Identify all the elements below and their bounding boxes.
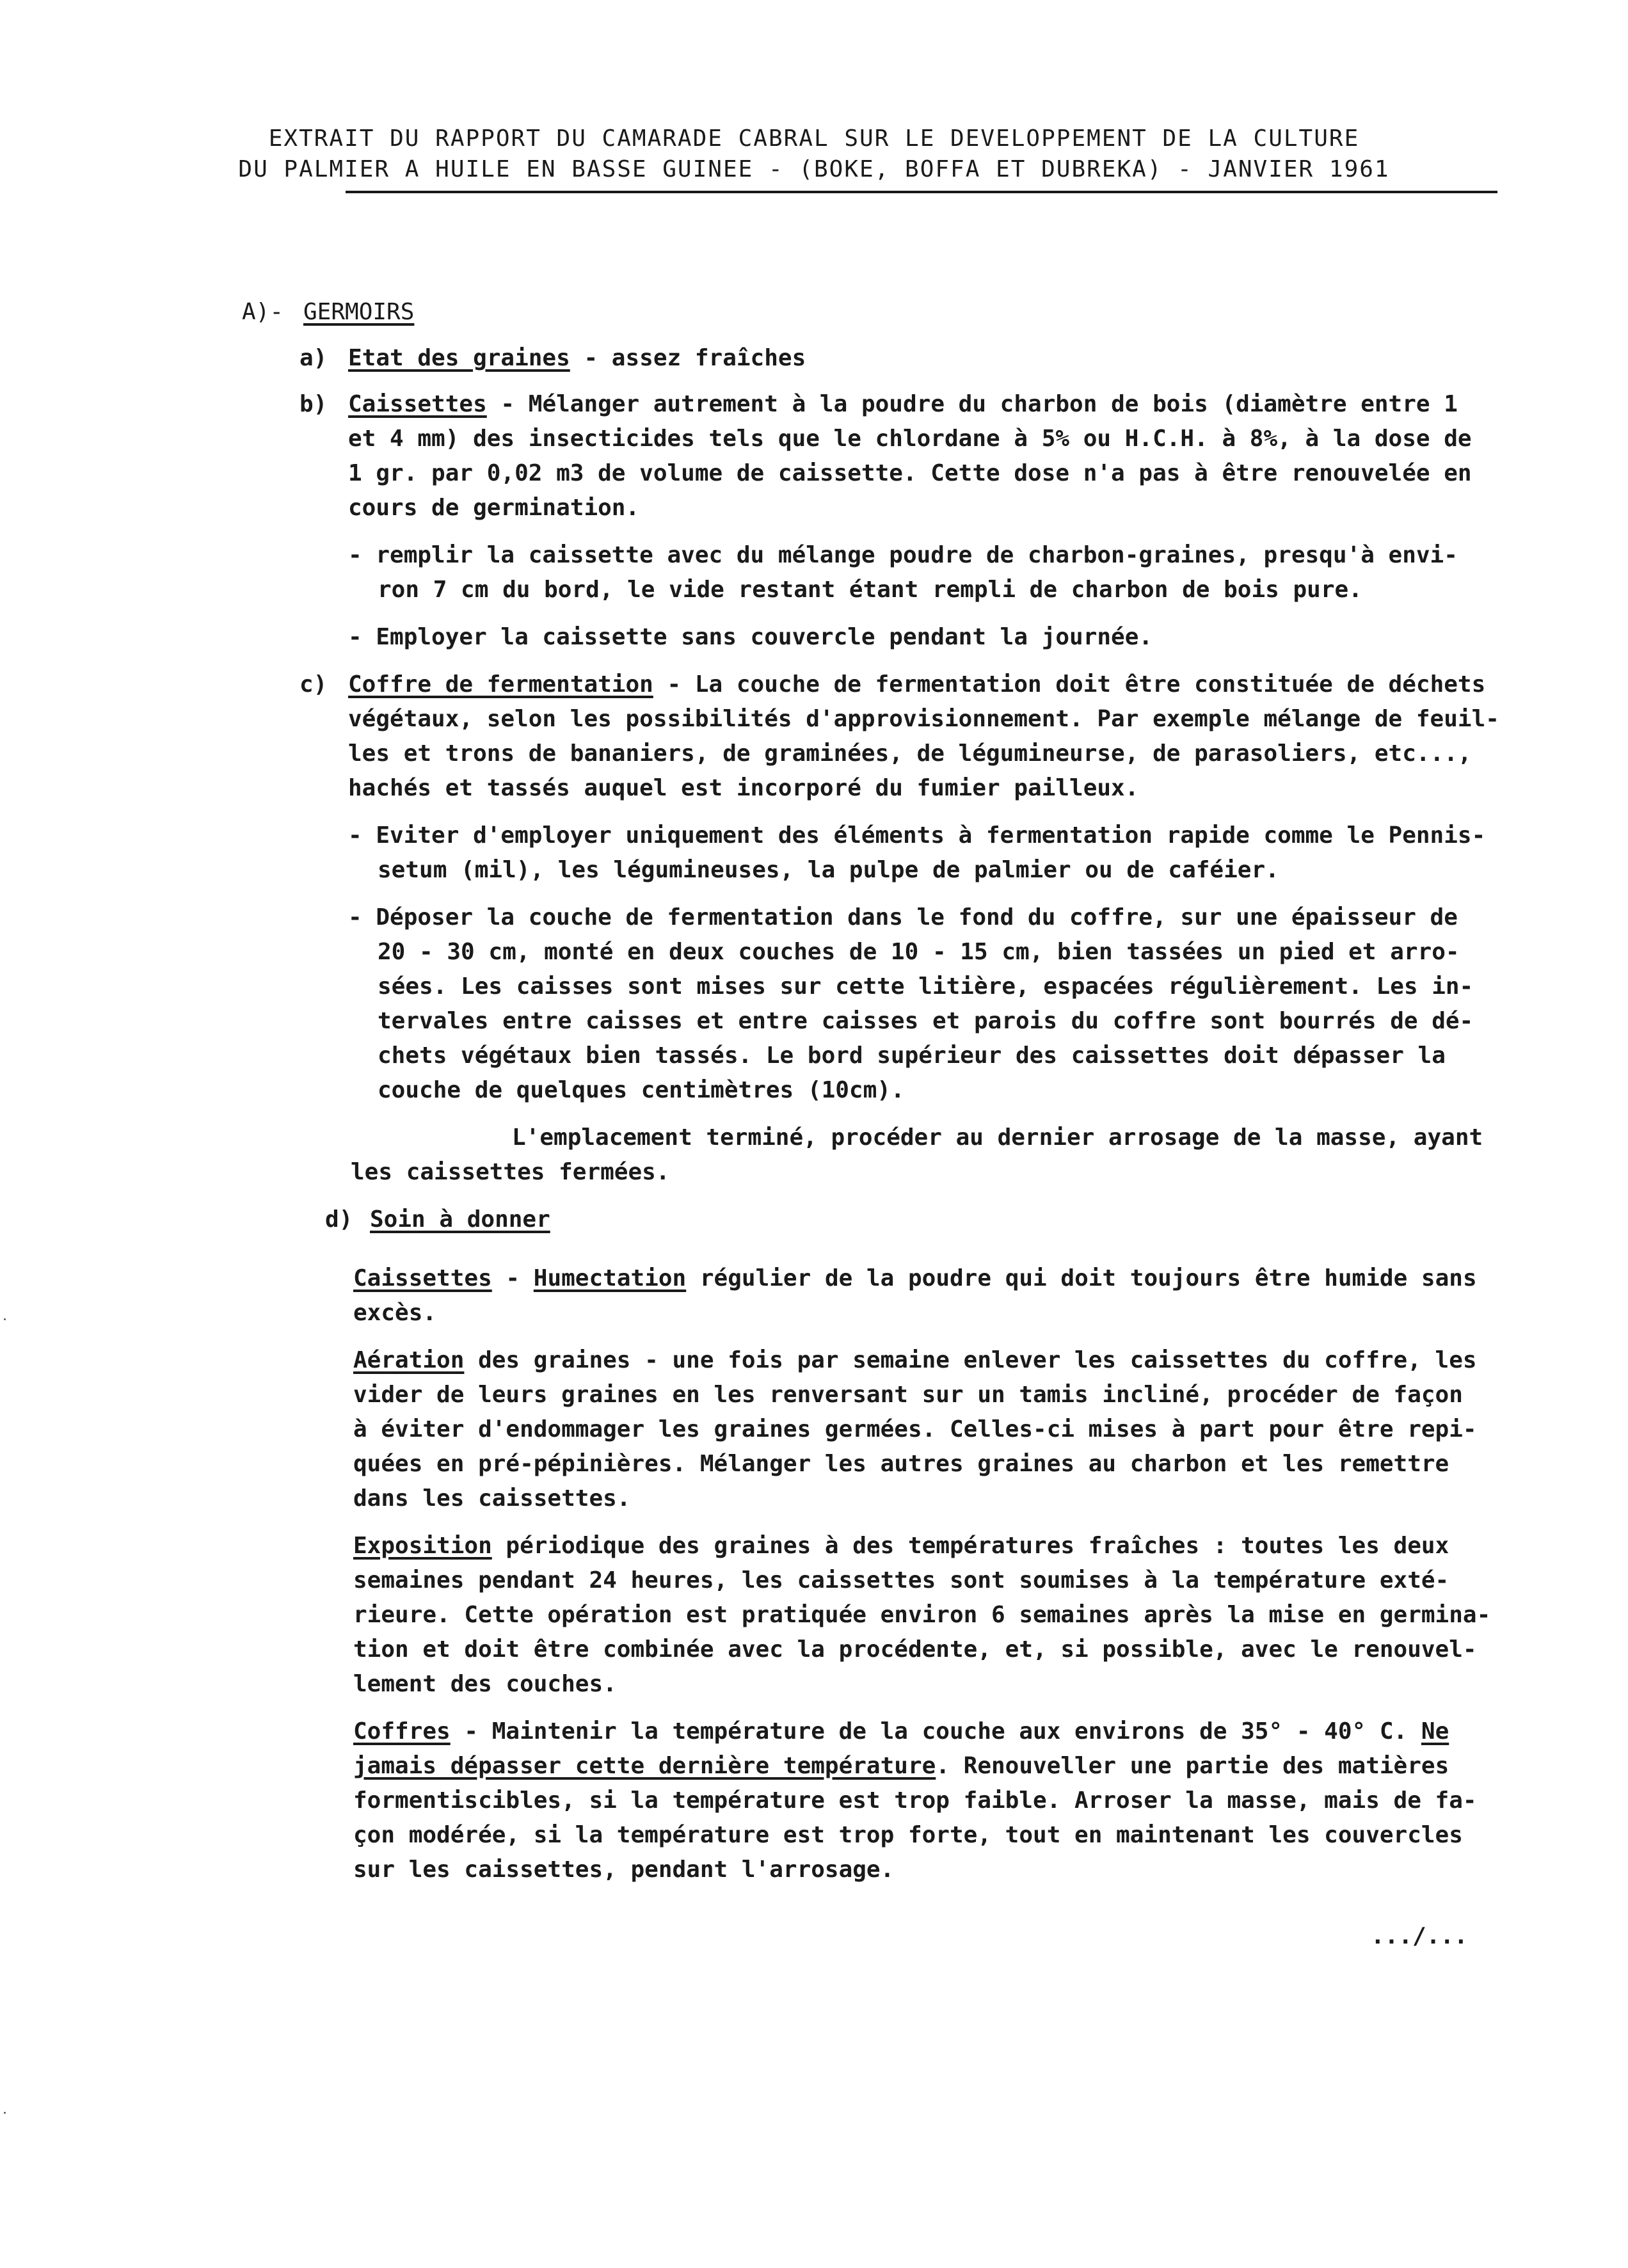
item-c-bullet-1-line-1: - Eviter d'employer uniquement des éléments à fermentation rapide comme le Pennis- — [348, 822, 1486, 849]
item-b-label: Caissettes — [348, 391, 487, 417]
care-coffres-line-3: formentiscibles, si la température est trop faible. Arroser la masse, mais de fa- — [353, 1787, 1477, 1814]
care-humectation-label: Humectation — [533, 1265, 687, 1291]
item-c-bullet-2-line-4: tervales entre caisses et entre caisses et parois du coffre sont bourrés de dé- — [378, 1008, 1474, 1034]
item-b-bullet-2: - Employer la caissette sans couvercle pendant la journée. — [348, 624, 1153, 650]
care-exposition-line-5: lement des couches. — [353, 1671, 617, 1697]
item-c-bullet-2-line-6: couche de quelques centimètres (10cm). — [378, 1077, 905, 1103]
item-a-marker: a) — [299, 345, 328, 371]
care-coffres-emphasis-1: Ne — [1421, 1718, 1449, 1745]
care-exposition-line-1: Exposition périodique des graines à des températures fraîches : toutes les deux — [353, 1533, 1449, 1559]
header-line-1: EXTRAIT DU RAPPORT DU CAMARADE CABRAL SUR LE DEVELOPPEMENT DE LA CULTURE — [268, 125, 1360, 152]
care-aeration-label: Aération — [353, 1347, 465, 1373]
item-b-line-1: Caissettes - Mélanger autrement à la poudre du charbon de bois (diamètre entre 1 — [348, 391, 1458, 417]
item-c-bullet-2-line-5: chets végétaux bien tassés. Le bord supérieur des caissettes doit dépasser la — [378, 1042, 1446, 1069]
care-exposition-label: Exposition — [353, 1533, 492, 1559]
care-coffres-label: Coffres — [353, 1718, 451, 1745]
item-b-marker: b) — [299, 391, 328, 417]
item-a-paragraph — [348, 347, 806, 370]
care-aeration-line-4: quées en pré-pépinières. Mélanger les autres graines au charbon et les remettre — [353, 1451, 1449, 1477]
care-coffres-emphasis-2: jamais dépasser cette dernière température — [353, 1753, 936, 1779]
item-c-bullet-1-line-2: setum (mil), les légumineuses, la pulpe de palmier ou de caféier. — [378, 857, 1279, 883]
care-aeration-line-1: Aération des graines - une fois par semaine enlever les caissettes du coffre, les — [353, 1347, 1477, 1373]
care-coffres-line-4: çon modérée, si la température est trop forte, tout en maintenant les couvercles — [353, 1822, 1463, 1848]
item-b-line-3: 1 gr. par 0,02 m3 de volume de caissette. Cette dose n'a pas à être renouvelée en — [348, 460, 1472, 486]
care-exposition-line-3: rieure. Cette opération est pratiquée environ 6 semaines après la mise en germina- — [353, 1602, 1491, 1628]
item-c-line-3: les et trons de bananiers, de graminées, de légumineurse, de parasoliers, etc..., — [348, 740, 1472, 767]
care-coffres-line-1: Coffres - Maintenir la température de la couche aux environs de 35° - 40° C. Ne — [353, 1718, 1449, 1745]
item-c-closing-line-2: les caissettes fermées. — [351, 1159, 670, 1185]
section-a-marker: A)- — [242, 299, 284, 325]
item-c-line-1: Coffre de fermentation - La couche de fermentation doit être constituée de déchets — [348, 671, 1486, 698]
item-c-bullet-2-line-3: sées. Les caisses sont mises sur cette litière, espacées régulièrement. Les in- — [378, 973, 1474, 1000]
item-b-bullet-1-line-2: ron 7 cm du bord, le vide restant étant rempli de charbon de bois pure. — [378, 577, 1362, 603]
section-a-title: GERMOIRS — [303, 299, 415, 325]
care-caissettes-line-2: excès. — [353, 1300, 437, 1326]
care-aeration-line-3: à éviter d'endommager les graines germées. Celles-ci mises à part pour être repi- — [353, 1416, 1477, 1442]
scan-speck — [4, 1318, 6, 1320]
item-a-label: Etat des graines — [348, 345, 570, 371]
care-aeration-line-5: dans les caissettes. — [353, 1485, 631, 1512]
care-coffres-line-2: jamais dépasser cette dernière température. Renouveller une partie des matières — [353, 1753, 1449, 1779]
item-c-closing-line-1: L'emplacement terminé, procéder au dernier arrosage de la masse, ayant — [512, 1124, 1483, 1151]
care-aeration-line-2: vider de leurs graines en les renversant sur un tamis incliné, procéder de façon — [353, 1382, 1463, 1408]
care-coffres-line-5: sur les caissettes, pendant l'arrosage. — [353, 1857, 895, 1883]
care-caissettes-label: Caissettes — [353, 1265, 492, 1291]
scan-speck — [4, 2112, 6, 2114]
continuation-mark: .../... — [1371, 1923, 1468, 1949]
item-a-text: - assez fraîches — [570, 345, 806, 371]
item-c-bullet-2-line-2: 20 - 30 cm, monté en deux couches de 10 - 15 cm, bien tassées un pied et arro- — [378, 939, 1460, 965]
item-c-line-2: végétaux, selon les possibilités d'approvisionnement. Par exemple mélange de feuil- — [348, 706, 1499, 732]
header-underline — [346, 191, 1497, 193]
care-exposition-line-4: tion et doit être combinée avec la procédente, et, si possible, avec le renouvel- — [353, 1636, 1477, 1663]
care-caissettes-line-1: Caissettes - Humectation régulier de la poudre qui doit toujours être humide sans — [353, 1265, 1477, 1291]
care-exposition-line-2: semaines pendant 24 heures, les caissettes sont soumises à la température exté- — [353, 1567, 1449, 1593]
item-b-line-2: et 4 mm) des insecticides tels que le chlordane à 5% ou H.C.H. à 8%, à la dose de — [348, 426, 1472, 452]
item-b-line-4: cours de germination. — [348, 495, 640, 521]
item-b-bullet-1-line-1: - remplir la caissette avec du mélange poudre de charbon-graines, presqu'à envi- — [348, 542, 1458, 568]
header-line-2: DU PALMIER A HUILE EN BASSE GUINEE - (BOKE, BOFFA ET DUBREKA) - JANVIER 1961 — [238, 156, 1390, 182]
item-c-bullet-2-line-1: - Déposer la couche de fermentation dans le fond du coffre, sur une épaisseur de — [348, 904, 1458, 930]
item-c-line-4: hachés et tassés auquel est incorporé du fumier pailleux. — [348, 775, 1139, 801]
item-d-marker: d) — [325, 1206, 353, 1233]
item-d-label: Soin à donner — [370, 1206, 550, 1233]
item-c-label: Coffre de fermentation — [348, 671, 653, 698]
item-c-marker: c) — [299, 671, 328, 698]
